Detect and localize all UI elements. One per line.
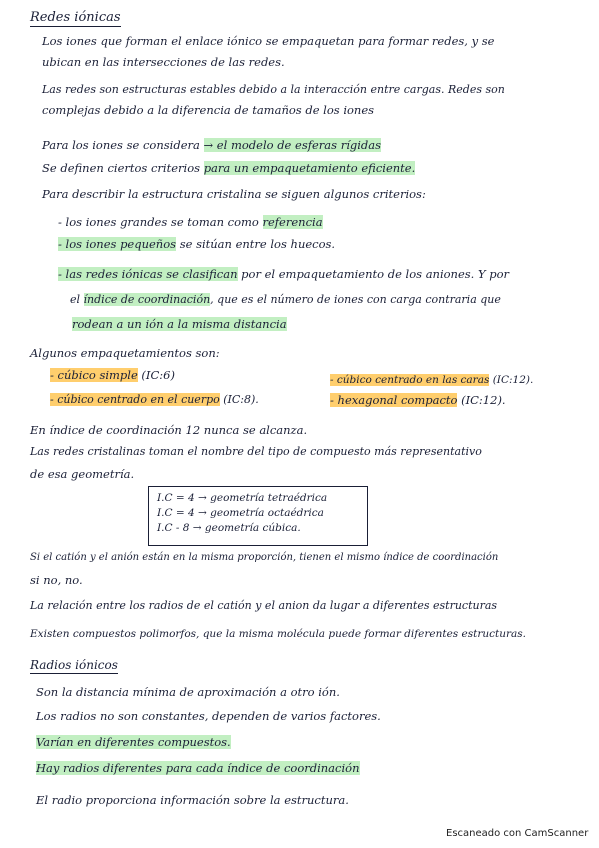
text-part: por el empaquetamiento de los aniones. Y por	[237, 267, 510, 281]
text-line: Son la distancia mínima de aproximación a otro ión.	[36, 685, 340, 699]
packing-item	[330, 392, 506, 408]
packing-item	[330, 372, 533, 388]
highlighted-text: - cúbico centrado en el cuerpo	[50, 393, 220, 406]
highlighted-text: - las redes iónicas se clasifican	[58, 267, 238, 281]
highlighted-text: rodean a un ión a la misma distancia	[72, 317, 287, 331]
text-line	[70, 292, 501, 308]
text-line: ubican en las intersecciones de las redes.	[42, 55, 285, 69]
highlighted-text: - cúbico simple	[50, 368, 138, 382]
highlighted-text: para un empaquetamiento eficiente.	[203, 161, 416, 175]
heading-radios-ionicos: Radios iónicos	[30, 658, 118, 672]
bullet-item	[58, 214, 323, 230]
text-part: (IC:12).	[489, 374, 534, 386]
text-line: El radio proporciona información sobre la estructura.	[36, 793, 349, 807]
box-line: I.C = 4 → geometría tetraédrica	[157, 492, 328, 504]
text-line: La relación entre los radios de el catión y el anion da lugar a diferentes estructuras	[30, 599, 498, 612]
heading-redes-ionicas: Redes iónicas	[30, 10, 121, 25]
highlighted-text: - los iones pequeños	[58, 237, 177, 251]
text-part: (IC:12).	[457, 393, 506, 407]
bullet-item	[58, 236, 335, 252]
text-line	[36, 760, 360, 776]
text-line: En índice de coordinación 12 nunca se alcanza.	[30, 423, 308, 437]
highlighted-text: → el modelo de esferas rígidas	[203, 138, 382, 152]
text-part: se sitúan entre los huecos.	[176, 237, 336, 251]
highlighted-text: Varían en diferentes compuestos.	[36, 735, 231, 749]
text-line: complejas debido a la diferencia de tamaños de los iones	[42, 103, 375, 117]
bullet-item	[58, 266, 509, 282]
highlighted-text: Hay radios diferentes para cada índice de coordinación	[36, 761, 360, 775]
text-part: , que es el número de iones con carga contraria que	[210, 293, 501, 306]
text-line: si no, no.	[30, 573, 83, 587]
packing-item	[50, 367, 175, 383]
highlighted-text: índice de coordinación	[83, 293, 211, 306]
text-part: (IC:6)	[137, 368, 175, 382]
text-line: Existen compuestos polimorfos, que la misma molécula puede formar diferentes estructuras.	[30, 628, 526, 640]
highlighted-text: referencia	[262, 215, 323, 229]
text-line	[72, 316, 287, 332]
text-part: Para los iones se considera	[42, 138, 200, 152]
text-part: el	[70, 293, 84, 306]
text-part: Se definen ciertos criterios	[42, 161, 201, 175]
text-part: (IC:8).	[219, 393, 259, 406]
text-line	[42, 160, 415, 176]
text-line: Las redes son estructuras estables debido a la interacción entre cargas. Redes son	[42, 83, 505, 96]
text-line: Los radios no son constantes, dependen de varios factores.	[36, 709, 381, 723]
text-line: Si el catión y el anión están en la misma proporción, tienen el mismo índice de coordinación	[30, 552, 499, 563]
text-line: Las redes cristalinas toman el nombre del tipo de compuesto más representativo	[30, 445, 482, 458]
text-line	[42, 137, 381, 153]
packing-item	[50, 392, 259, 408]
highlighted-text: - cúbico centrado en las caras	[330, 374, 490, 386]
text-line: de esa geometría.	[30, 467, 135, 481]
coordination-box	[148, 486, 368, 546]
text-line	[36, 734, 231, 750]
text-part: - los iones grandes se toman como	[58, 215, 263, 229]
text-line: Para describir la estructura cristalina se siguen algunos criterios:	[42, 187, 426, 201]
text-line: Algunos empaquetamientos son:	[30, 346, 220, 360]
box-line: I.C - 8 → geometría cúbica.	[157, 522, 301, 534]
box-line: I.C = 4 → geometría octaédrica	[157, 507, 324, 519]
scanner-watermark: Escaneado con CamScanner	[446, 828, 589, 839]
highlighted-text: - hexagonal compacto	[330, 393, 458, 407]
text-line: Los iones que forman el enlace iónico se empaquetan para formar redes, y se	[42, 34, 495, 48]
